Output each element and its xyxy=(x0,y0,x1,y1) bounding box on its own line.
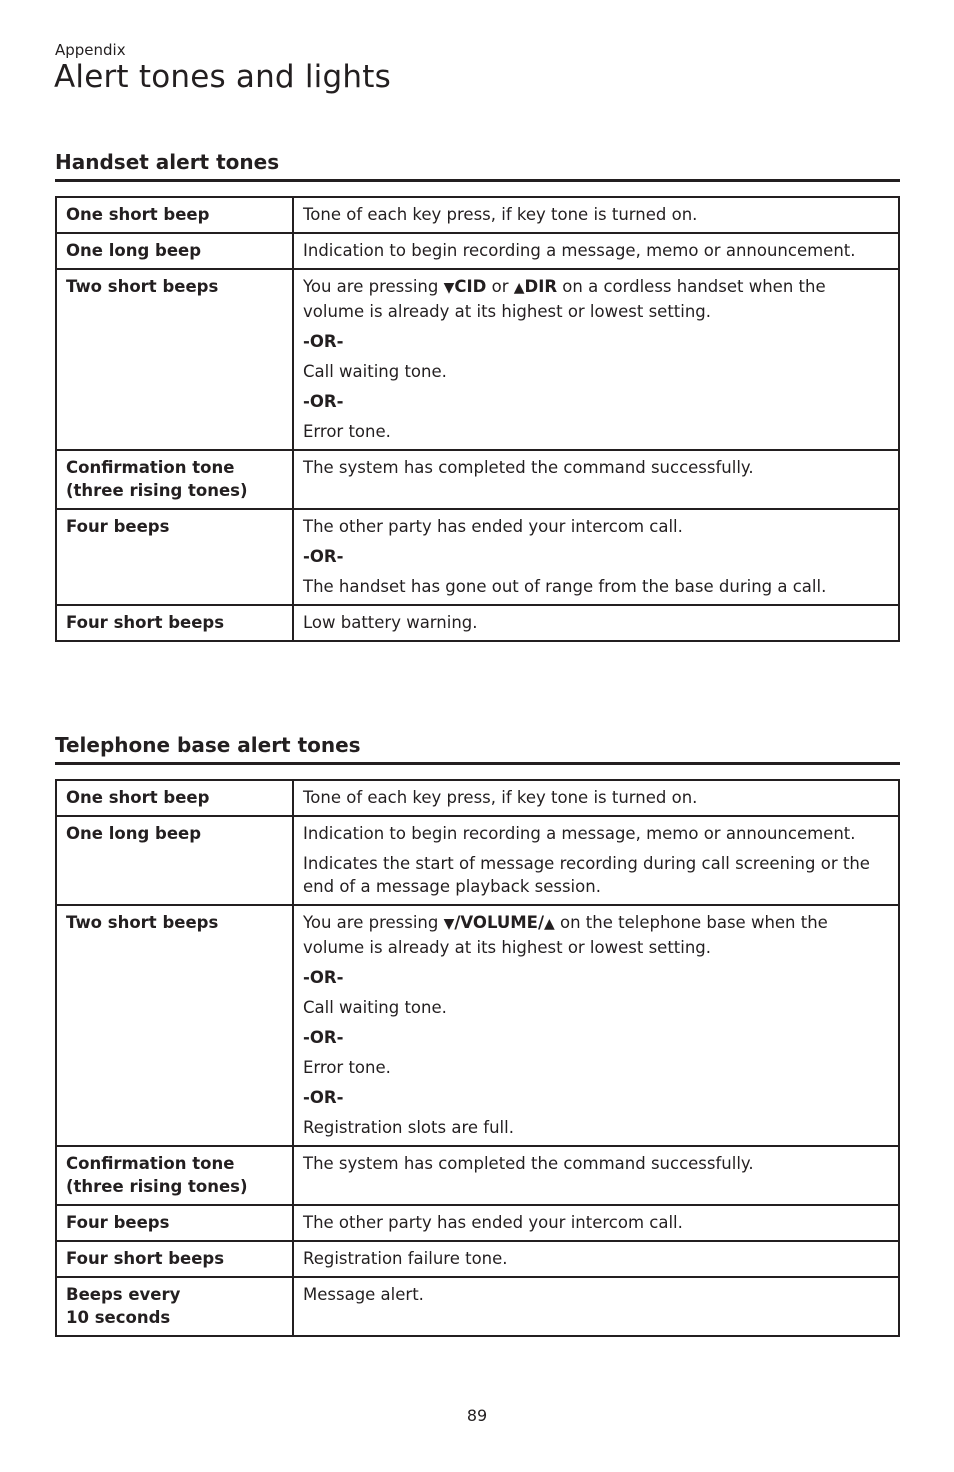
pressing-prefix: You are pressing xyxy=(303,913,444,932)
pressing-prefix: You are pressing xyxy=(303,277,444,296)
tone-description xyxy=(293,1277,899,1336)
description-text: Indicates the start of message recording during call screening or the end of a message playback session. xyxy=(303,854,870,896)
table-row xyxy=(56,269,899,450)
description-text: Tone of each key press, if key tone is turned on. xyxy=(303,205,698,224)
table-row xyxy=(56,905,899,1146)
base-table xyxy=(55,779,900,1337)
description-text: Tone of each key press, if key tone is turned on. xyxy=(303,788,698,807)
tone-name: One long beep xyxy=(56,233,293,269)
or-text: or xyxy=(486,277,514,296)
table-row xyxy=(56,605,899,641)
description-text: The handset has gone out of range from the base during a call. xyxy=(303,577,827,596)
tone-description xyxy=(293,1205,899,1241)
tone-name: Four beeps xyxy=(56,1205,293,1241)
tone-description xyxy=(293,509,899,605)
or-separator: -OR- xyxy=(303,547,344,566)
handset-section xyxy=(55,150,900,642)
or-separator: -OR- xyxy=(303,968,344,987)
table-row xyxy=(56,509,899,605)
pressing-suffix: on a cordless handset when the volume is already at its highest or lowest setting. xyxy=(303,277,826,321)
tone-description xyxy=(293,780,899,816)
description-text: Registration failure tone. xyxy=(303,1249,508,1268)
tone-description xyxy=(293,905,899,1146)
tone-name: Four short beeps xyxy=(56,1241,293,1277)
description-text: Indication to begin recording a message, memo or announcement. xyxy=(303,241,856,260)
tone-description xyxy=(293,1241,899,1277)
pressing-suffix: on the telephone base when the volume is already at its highest or lowest setting. xyxy=(303,913,828,957)
eyebrow-label: Appendix xyxy=(55,41,126,59)
tone-name: Beeps every 10 seconds xyxy=(56,1277,293,1336)
tone-description xyxy=(293,1146,899,1205)
description-text xyxy=(303,911,889,959)
or-separator: -OR- xyxy=(303,392,344,411)
tone-description xyxy=(293,269,899,450)
description-text: The other party has ended your intercom call. xyxy=(303,517,683,536)
key-label-dir: DIR xyxy=(524,277,558,296)
page-number: 89 xyxy=(466,1406,488,1425)
tone-name: Confirmation tone (three rising tones) xyxy=(56,1146,293,1205)
up-arrow-icon: ▲ xyxy=(543,916,555,932)
table-row xyxy=(56,197,899,233)
description-text: The other party has ended your intercom call. xyxy=(303,1213,683,1232)
tone-name: One short beep xyxy=(56,197,293,233)
description-text: Error tone. xyxy=(303,422,391,441)
description-text: The system has completed the command successfully. xyxy=(303,458,754,477)
tone-description xyxy=(293,233,899,269)
table-row xyxy=(56,780,899,816)
tone-name: One short beep xyxy=(56,780,293,816)
tone-name: Four beeps xyxy=(56,509,293,605)
tone-description xyxy=(293,605,899,641)
key-label-volume: /VOLUME/ xyxy=(454,913,544,932)
base-heading: Telephone base alert tones xyxy=(55,733,900,765)
up-arrow-icon: ▲ xyxy=(513,280,525,296)
key-label-cid: CID xyxy=(454,277,487,296)
table-row xyxy=(56,1146,899,1205)
table-row xyxy=(56,1277,899,1336)
description-text xyxy=(303,275,889,323)
table-row xyxy=(56,233,899,269)
table-row xyxy=(56,1241,899,1277)
table-row xyxy=(56,816,899,905)
description-text: Low battery warning. xyxy=(303,613,478,632)
table-row xyxy=(56,450,899,509)
description-text: Error tone. xyxy=(303,1058,391,1077)
tone-name: Two short beeps xyxy=(56,905,293,1146)
tone-name: Confirmation tone (three rising tones) xyxy=(56,450,293,509)
tone-name: One long beep xyxy=(56,816,293,905)
tone-description xyxy=(293,816,899,905)
base-section xyxy=(55,733,900,1337)
or-separator: -OR- xyxy=(303,1028,344,1047)
description-text: Call waiting tone. xyxy=(303,998,447,1017)
table-row xyxy=(56,1205,899,1241)
description-text: Message alert. xyxy=(303,1285,424,1304)
tone-description xyxy=(293,450,899,509)
tone-description xyxy=(293,197,899,233)
description-text: Registration slots are full. xyxy=(303,1118,514,1137)
or-separator: -OR- xyxy=(303,1088,344,1107)
description-text: Indication to begin recording a message, memo or announcement. xyxy=(303,824,856,843)
down-arrow-icon: ▼ xyxy=(443,280,455,296)
tone-name: Four short beeps xyxy=(56,605,293,641)
down-arrow-icon: ▼ xyxy=(443,916,455,932)
page-title: Alert tones and lights xyxy=(54,59,391,95)
handset-table xyxy=(55,196,900,642)
tone-name: Two short beeps xyxy=(56,269,293,450)
description-text: The system has completed the command successfully. xyxy=(303,1154,754,1173)
description-text: Call waiting tone. xyxy=(303,362,447,381)
handset-heading: Handset alert tones xyxy=(55,150,900,182)
or-separator: -OR- xyxy=(303,332,344,351)
